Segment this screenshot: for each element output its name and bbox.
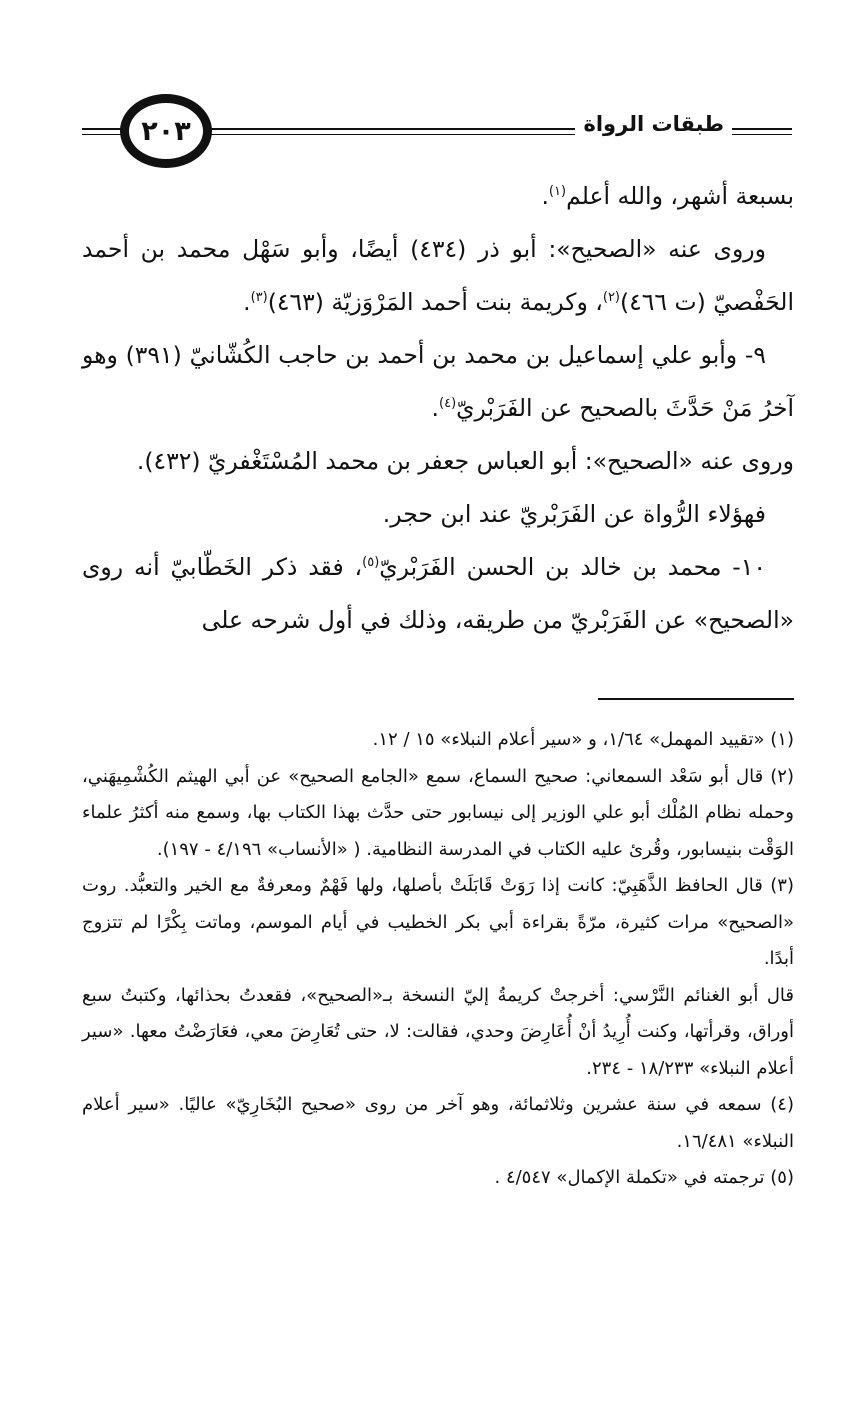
paragraph-3 xyxy=(82,329,794,435)
footnote-ref-4: (٤) xyxy=(439,396,457,412)
paragraph-1-end: . xyxy=(541,182,549,210)
footnote-ref-1: (١) xyxy=(548,184,567,200)
footnote-separator xyxy=(598,698,794,700)
paragraph-3-end: . xyxy=(431,394,439,422)
main-text xyxy=(82,170,794,647)
page-number-circle xyxy=(120,94,212,168)
footnote-2: (٢) قال أبو سَعْد السمعاني: صحيح السماع، سمع «الجامع الصحيح» عن أبي الهيثم الكُشْمِيهَني، وحمله نظام المُلْك أبو علي الوزير إلى نيسابور حتى حدَّث بهذا الكتاب بها، وسمع منه أكثرُ علماء الوَقْت بنيسابور، وقُرئ عليه الكتاب في المدرسة النظامية. ( «الأنساب» ٤/١٩٦ - ١٩٧). xyxy=(82,765,794,860)
paragraph-6-text: ١٠- محمد بن خالد بن الحسن الفَرَبْريّ xyxy=(379,553,766,581)
footnote-3: (٣) قال الحافظ الذَّهَبِيّ: كانت إذا رَوَتْ قَابَلَتْ بأصلها، ولها فَهْمٌ ومعرفةٌ مع الخير والتعبُّد. روت «الصحيح» مرات كثيرة، مرّةً بقراءة أبي بكر الخطيب في أيام الموسم، وماتت بِكْرًا لم تتزوج أبدًا. xyxy=(82,875,794,969)
footnote-ref-3: (٣) xyxy=(250,290,268,306)
header-rule-left xyxy=(82,128,124,130)
footnotes xyxy=(82,722,794,1197)
paragraph-2-text: وروى عنه «الصحيح»: أبو ذر (٤٣٤) أيضًا، وأبو سَهْل محمد بن أحمد الحَفْصيّ (ت ٤٦٦) xyxy=(82,235,794,316)
paragraph-1-text: بسبعة أشهر، والله أعلم xyxy=(566,182,794,210)
paragraph-2-end: . xyxy=(243,288,251,316)
footnote-5: (٥) ترجمته في «تكملة الإكمال» ٤/٥٤٧ . xyxy=(494,1167,794,1188)
page-number: ٢٠٣ xyxy=(141,115,191,147)
paragraph-2-mid: ، وكريمة بنت أحمد المَرْوَزيّة (٤٦٣) xyxy=(267,288,603,316)
paragraph-2 xyxy=(82,223,794,329)
paragraph-1 xyxy=(82,170,794,223)
footnote-ref-2: (٢) xyxy=(602,290,620,306)
footnote-4: (٤) سمعه في سنة عشرين وثلاثمائة، وهو آخر من روى «صحيح البُخَارِيّ» عاليًا. «سير أعلام النبلاء» ١٦/٤٨١. xyxy=(82,1094,794,1152)
running-title: طبقات الرواة xyxy=(575,112,732,136)
page-header xyxy=(82,92,792,172)
paragraph-6 xyxy=(82,541,794,647)
paragraph-3-text: ٩- وأبو علي إسماعيل بن محمد بن أحمد بن حاجب الكُشّانيّ (٣٩١) وهو آخرُ مَنْ حَدَّثَ بالصحيح عن الفَرَبْريّ xyxy=(82,341,794,422)
footnote-ref-5: (٥) xyxy=(362,555,380,571)
footnote-3-continued: قال أبو الغنائم النَّرْسي: أخرجتْ كريمةُ إليّ النسخة بـ«الصحيح»، فقعدتُ بحذائها، وكتبتُ سبع أوراق، وقرأتها، وكنت أُرِيدُ أنْ أُعَارِضَ وحدي، فقالت: لا، حتى تُعَارِضَ معي، فعَارَضْتُ معها. «سير أعلام النبلاء» ١٨/٢٣٣ - ٢٣٤. xyxy=(82,984,794,1079)
paragraph-5: فهؤلاء الرُّواة عن الفَرَبْريّ عند ابن حجر. xyxy=(382,500,766,528)
header-rule-left-thin xyxy=(82,134,124,135)
footnote-1: (١) «تقييد المهمل» ١/٦٤، و «سير أعلام النبلاء» ١٥ / ١٢. xyxy=(372,729,794,750)
paragraph-6-end: ، فقد ذكر الخَطّابيّ أنه روى «الصحيح» عن الفَرَبْريّ من طريقه، وذلك في أول شرحه على xyxy=(82,553,794,634)
paragraph-4: وروى عنه «الصحيح»: أبو العباس جعفر بن محمد المُسْتَغْفريّ (٤٣٢). xyxy=(136,447,794,475)
